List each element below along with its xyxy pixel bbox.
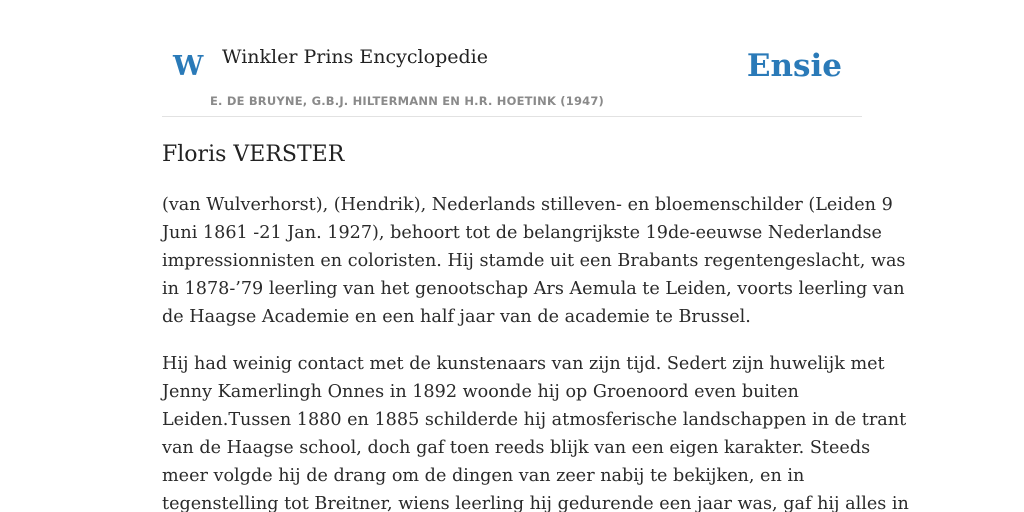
article-paragraph (162, 350, 909, 512)
text-line: Juni 1861 -21 Jan. 1927), behoort tot de belangrijkste 19de-eeuwse Nederlandse (162, 223, 882, 243)
ensie-brand-link[interactable]: Ensie (746, 48, 842, 84)
article-paragraph (162, 191, 906, 331)
text-line: van de Haagse school, doch gaf toen reeds blijk van een eigen karakter. Steeds (162, 438, 871, 458)
text-line: in 1878-’79 leerling van het genootschap Ars Aemula te Leiden, voorts leerling van (162, 279, 905, 299)
source-header (162, 0, 862, 117)
text-line: tegenstelling tot Breitner, wiens leerling hij gedurende een jaar was, gaf hij alles in (162, 494, 909, 512)
text-line: de Haagse Academie en een half jaar van de academie te Brussel. (162, 307, 751, 327)
text-line: meer volgde hij de drang om de dingen van zeer nabij te bekijken, en in (162, 466, 805, 486)
text-line: Leiden.Tussen 1880 en 1885 schilderde hij atmosferische landschappen in de trant (162, 410, 907, 430)
article (162, 140, 909, 512)
text-line: impressionnisten en coloristen. Hij stamde uit een Brabants regentengeslacht, was (162, 251, 906, 271)
text-line: Hij had weinig contact met de kunstenaars van zijn tijd. Sedert zijn huwelijk met (162, 354, 885, 374)
text-line: (van Wulverhorst), (Hendrik), Nederlands stilleven- en bloemenschilder (Leiden 9 (162, 195, 893, 215)
winkler-prins-logo-icon: W (173, 51, 204, 82)
source-title[interactable]: Winkler Prins Encyclopedie (222, 46, 488, 68)
text-line: Jenny Kamerlingh Onnes in 1892 woonde hij op Groenoord even buiten (162, 382, 799, 402)
source-authors: E. DE BRUYNE, G.B.J. HILTERMANN EN H.R. HOETINK (1947) (210, 94, 605, 108)
article-title: Floris VERSTER (162, 142, 345, 167)
